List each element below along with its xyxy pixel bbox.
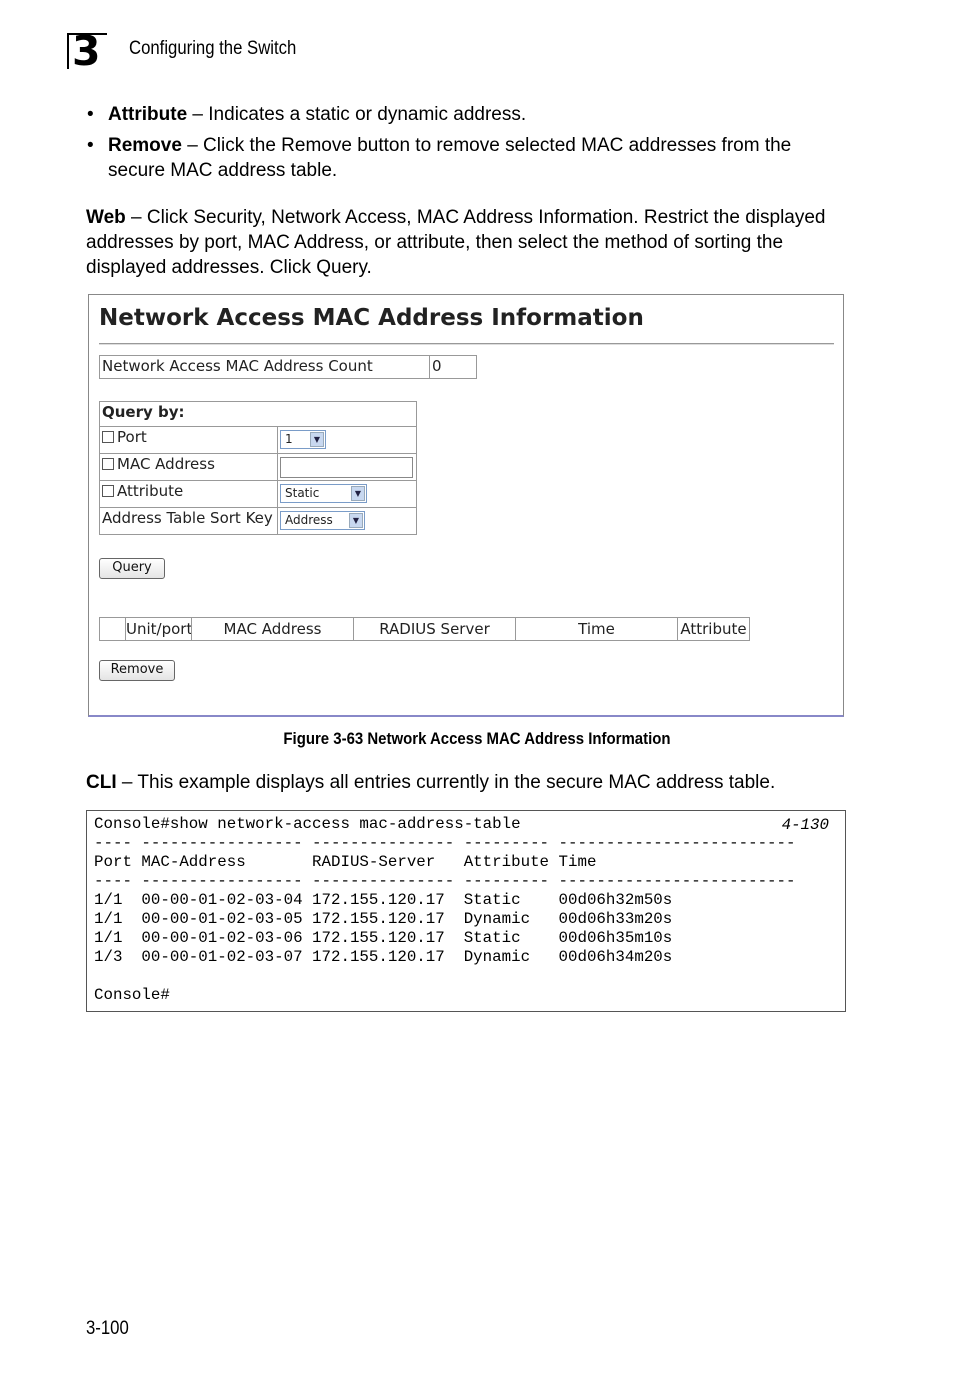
- chevron-down-icon: ▼: [349, 513, 363, 528]
- port-select-value: 1: [285, 432, 293, 446]
- column-header: RADIUS Server: [353, 617, 516, 641]
- column-header: Time: [515, 617, 678, 641]
- count-value: 0: [429, 355, 477, 379]
- port-select[interactable]: [280, 430, 326, 449]
- bullet-desc: – Indicates a static or dynamic address.: [187, 104, 527, 125]
- count-label: Network Access MAC Address Count: [99, 355, 430, 379]
- query-button[interactable]: Query: [99, 558, 165, 579]
- bullet-attribute: [108, 102, 868, 127]
- title-divider: [99, 343, 834, 345]
- web-term: Web: [86, 207, 126, 228]
- header-title: Configuring the Switch: [129, 38, 297, 59]
- chevron-down-icon: ▼: [310, 432, 324, 447]
- attribute-select-cell: [277, 480, 417, 508]
- port-label: Port: [117, 428, 147, 446]
- mac-input-cell: [277, 453, 417, 481]
- cli-term: CLI: [86, 772, 117, 793]
- code-line: Port MAC-Address RADIUS-Server Attribute Time: [94, 853, 597, 871]
- attribute-checkbox[interactable]: [102, 485, 114, 497]
- bullet-dot: •: [87, 104, 94, 125]
- code-line: 1/1 00-00-01-02-03-06 172.155.120.17 Static 00d06h35m10s: [94, 929, 673, 947]
- cli-text: – This example displays all entries currently in the secure MAC address table.: [116, 772, 776, 793]
- page-title: Network Access MAC Address Information: [99, 305, 644, 331]
- command-reference: 4-130: [781, 816, 829, 834]
- remove-button[interactable]: Remove: [99, 660, 175, 681]
- code-line: 1/1 00-00-01-02-03-05 172.155.120.17 Dynamic 00d06h33m20s: [94, 910, 673, 928]
- chapter-marker-bar: [67, 33, 69, 69]
- cli-code-block: [86, 810, 846, 1012]
- port-select-cell: [277, 426, 417, 454]
- attribute-select[interactable]: [280, 484, 367, 503]
- port-filter[interactable]: [99, 426, 278, 454]
- bullet-remove: [108, 133, 848, 183]
- code-line: Console#show network-access mac-address-table: [94, 815, 521, 833]
- column-header: MAC Address: [191, 617, 354, 641]
- sort-select-cell: [277, 507, 417, 535]
- figure-caption-text: Figure 3-63 Network Access MAC Address Information: [283, 729, 671, 748]
- mac-label: MAC Address: [117, 455, 215, 473]
- sort-select-value: Address: [285, 513, 333, 527]
- bullet-dot: •: [87, 135, 94, 156]
- mac-checkbox[interactable]: [102, 458, 114, 470]
- bullet-desc: – Click the Remove button to remove selected MAC addresses from the secure MAC address table.: [108, 135, 792, 181]
- attribute-label: Attribute: [117, 482, 184, 500]
- column-header: Unit/port: [125, 617, 192, 641]
- screenshot-panel: [88, 294, 844, 717]
- attribute-select-value: Static: [285, 486, 320, 500]
- bullet-term: Attribute: [108, 104, 188, 125]
- code-line: 1/1 00-00-01-02-03-04 172.155.120.17 Static 00d06h32m50s: [94, 891, 673, 909]
- query-by-label: Query by:: [99, 401, 417, 427]
- mac-filter[interactable]: [99, 453, 278, 481]
- attribute-filter[interactable]: [99, 480, 278, 508]
- web-paragraph: [86, 205, 846, 280]
- chevron-down-icon: ▼: [351, 486, 365, 501]
- mac-address-input[interactable]: [280, 457, 413, 478]
- port-checkbox[interactable]: [102, 431, 114, 443]
- cli-paragraph: [86, 770, 866, 795]
- page-number: 3-100: [86, 1318, 129, 1339]
- sort-key-label: Address Table Sort Key: [99, 507, 278, 535]
- web-text: – Click Security, Network Access, MAC Address Information. Restrict the displayed addresses by port, MAC Address, or attribute, then select the method of sorting the displayed addresses. Click Query.: [86, 207, 826, 278]
- code-line: 1/3 00-00-01-02-03-07 172.155.120.17 Dynamic 00d06h34m20s: [94, 948, 673, 966]
- chapter-number: 3: [72, 27, 101, 75]
- code-line: ---- ----------------- --------------- --------- -------------------------: [94, 872, 796, 890]
- chapter-marker: [67, 27, 107, 75]
- sort-key-select[interactable]: [280, 511, 365, 530]
- bullet-term: Remove: [108, 135, 182, 156]
- column-header: Attribute: [677, 617, 750, 641]
- code-line: Console#: [94, 986, 170, 1004]
- figure-caption: [0, 729, 954, 749]
- select-column-header: [99, 617, 126, 641]
- code-line: ---- ----------------- --------------- --------- -------------------------: [94, 834, 796, 852]
